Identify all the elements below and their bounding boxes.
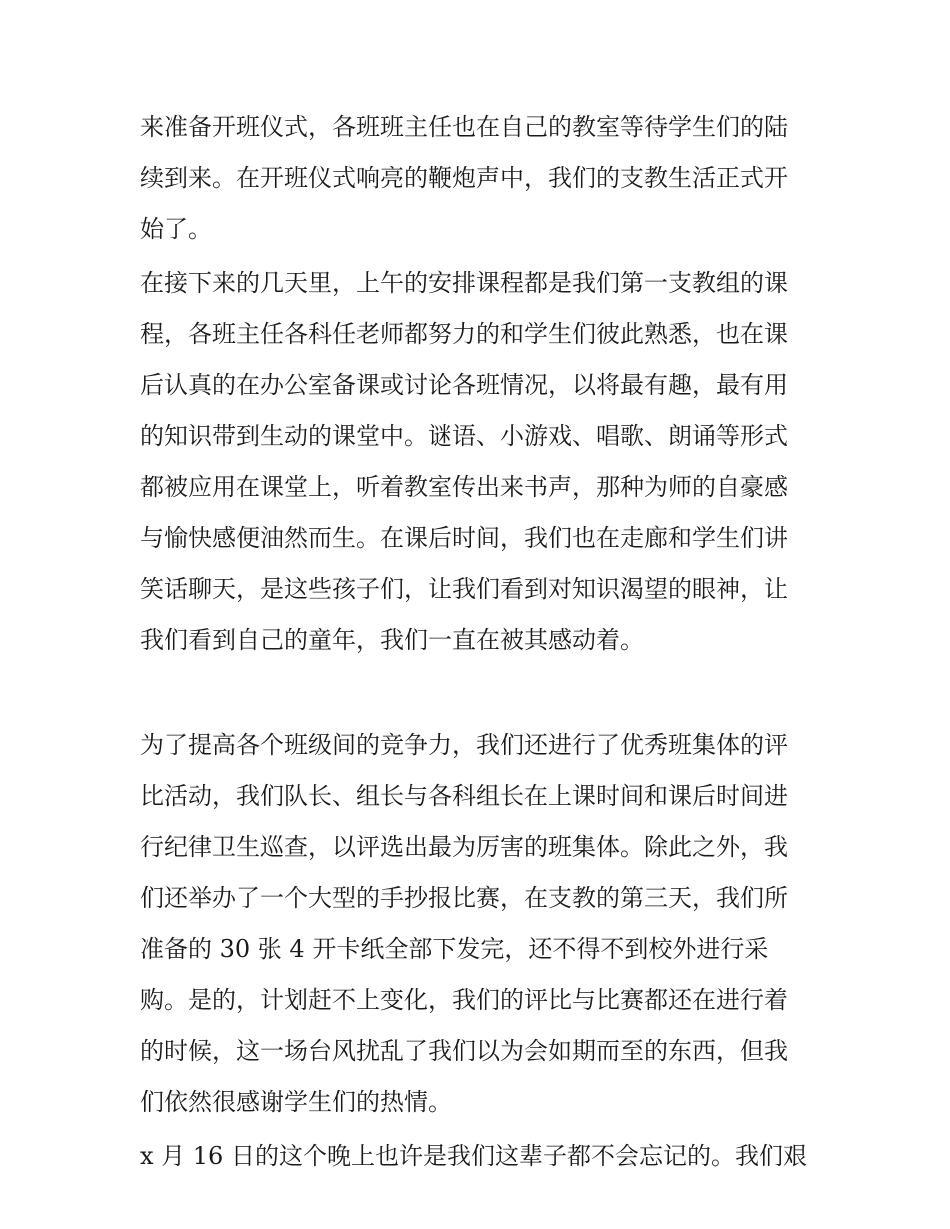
text-line: 购。是的，计划赶不上变化，我们的评比与比赛都还在进行着 xyxy=(140,986,788,1014)
text-line: 为了提高各个班级间的竞争力，我们还进行了优秀班集体的评 xyxy=(140,731,788,759)
text-line: 与愉快感便油然而生。在课后时间，我们也在走廊和学生们讲 xyxy=(140,524,788,552)
paragraph-2 xyxy=(140,258,830,717)
text-line: x 月 16 日的这个晚上也许是我们这辈子都不会忘记的。我们艰 xyxy=(140,1142,807,1170)
text-line: 的时候，这一场台风扰乱了我们以为会如期而至的东西，但我 xyxy=(140,1037,788,1065)
paragraph-1 xyxy=(140,102,830,255)
text-line: 们还举办了一个大型的手抄报比赛，在支教的第三天，我们所 xyxy=(140,884,788,912)
text-line: 们依然很感谢学生们的热情。 xyxy=(140,1088,452,1116)
text-line: 始了。 xyxy=(140,215,212,243)
text-line: 来准备开班仪式，各班班主任也在自己的教室等待学生们的陆 xyxy=(140,113,788,141)
text-line: 比活动，我们队长、组长与各科组长在上课时间和课后时间进 xyxy=(140,782,788,810)
text-line: 准备的 30 张 4 开卡纸全部下发完，还不得不到校外进行采 xyxy=(140,935,769,963)
text-line: 程，各班主任各科任老师都努力的和学生们彼此熟悉，也在课 xyxy=(140,320,788,348)
text-line: 都被应用在课堂上，听着教室传出来书声，那种为师的自豪感 xyxy=(140,473,788,501)
text-line: 后认真的在办公室备课或讨论各班情况，以将最有趣，最有用 xyxy=(140,371,788,399)
text-line: 续到来。在开班仪式响亮的鞭炮声中，我们的支教生活正式开 xyxy=(140,164,788,192)
text-line: 笑话聊天，是这些孩子们，让我们看到对知识渴望的眼神，让 xyxy=(140,575,788,603)
paragraph-3 xyxy=(140,720,830,1128)
text-line: 的知识带到生动的课堂中。谜语、小游戏、唱歌、朗诵等形式 xyxy=(140,422,788,450)
document-body xyxy=(140,102,830,1182)
text-line: 我们看到自己的童年，我们一直在被其感动着。 xyxy=(140,626,644,654)
paragraph-4 xyxy=(140,1131,830,1182)
text-line: 在接下来的几天里，上午的安排课程都是我们第一支教组的课 xyxy=(140,269,788,297)
text-line xyxy=(140,666,830,717)
text-line: 行纪律卫生巡查，以评选出最为厉害的班集体。除此之外，我 xyxy=(140,833,788,861)
